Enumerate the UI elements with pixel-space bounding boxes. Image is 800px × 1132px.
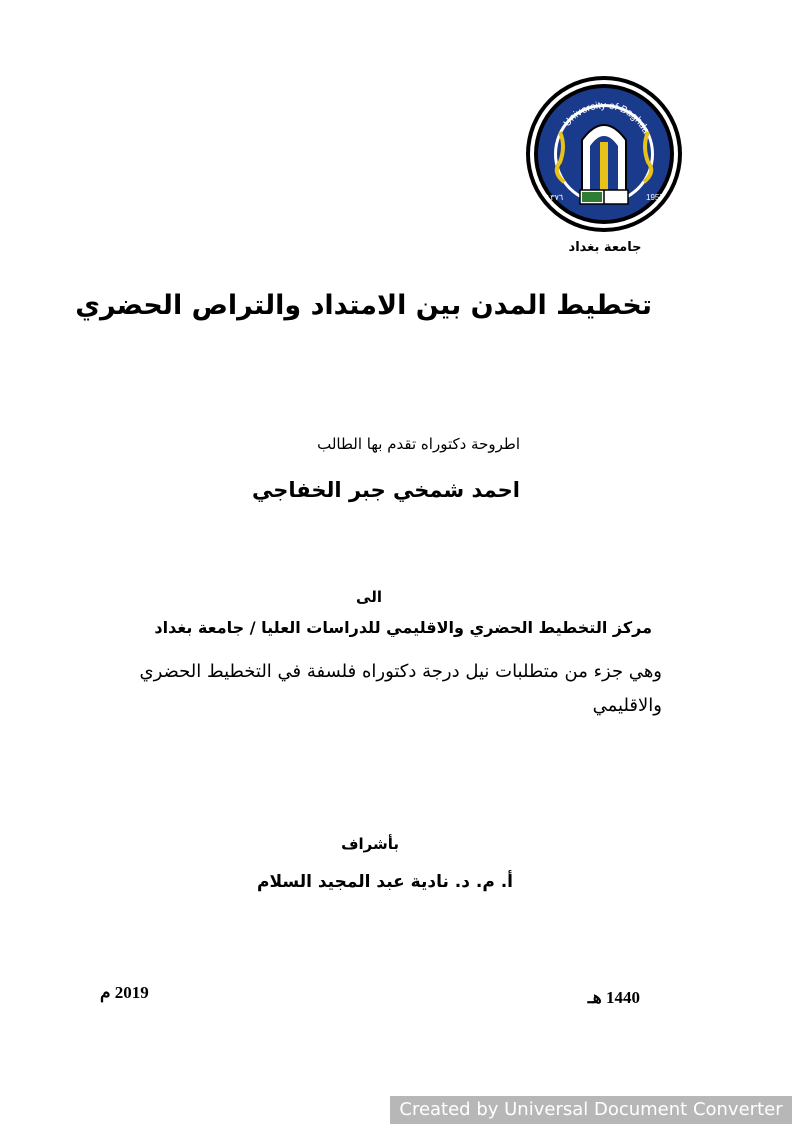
center-name: مركز التخطيط الحضري والاقليمي للدراسات العليا / جامعة بغداد (154, 618, 652, 637)
student-name: احمد شمخي جبر الخفاجي (252, 478, 520, 502)
year-hijri: 1440 هـ (587, 988, 640, 1007)
university-logo (524, 74, 684, 234)
thesis-title: تخطيط المدن بين الامتداد والتراص الحضري (75, 290, 652, 321)
year-gregorian: 2019 م (100, 983, 149, 1002)
requirement-text: وهي جزء من متطلبات نيل درجة دكتوراه فلسفة في التخطيط الحضري والاقليمي (139, 661, 662, 716)
logo-year-hijri: ١٣٧٦ (546, 193, 564, 202)
supervision-label: بأشراف (341, 835, 399, 853)
university-name: جامعة بغداد (568, 240, 642, 255)
to-label: الى (356, 588, 382, 606)
logo-year-gregorian: 1957 (646, 193, 664, 202)
supervisor-name: أ. م. د. نادية عبد المجيد السلام (257, 872, 513, 892)
converter-watermark: Created by Universal Document Converter (390, 1096, 792, 1124)
submitted-by-label: اطروحة دكتوراه تقدم بها الطالب (317, 435, 520, 453)
logo-ring-text: University of Baghda (561, 100, 652, 136)
